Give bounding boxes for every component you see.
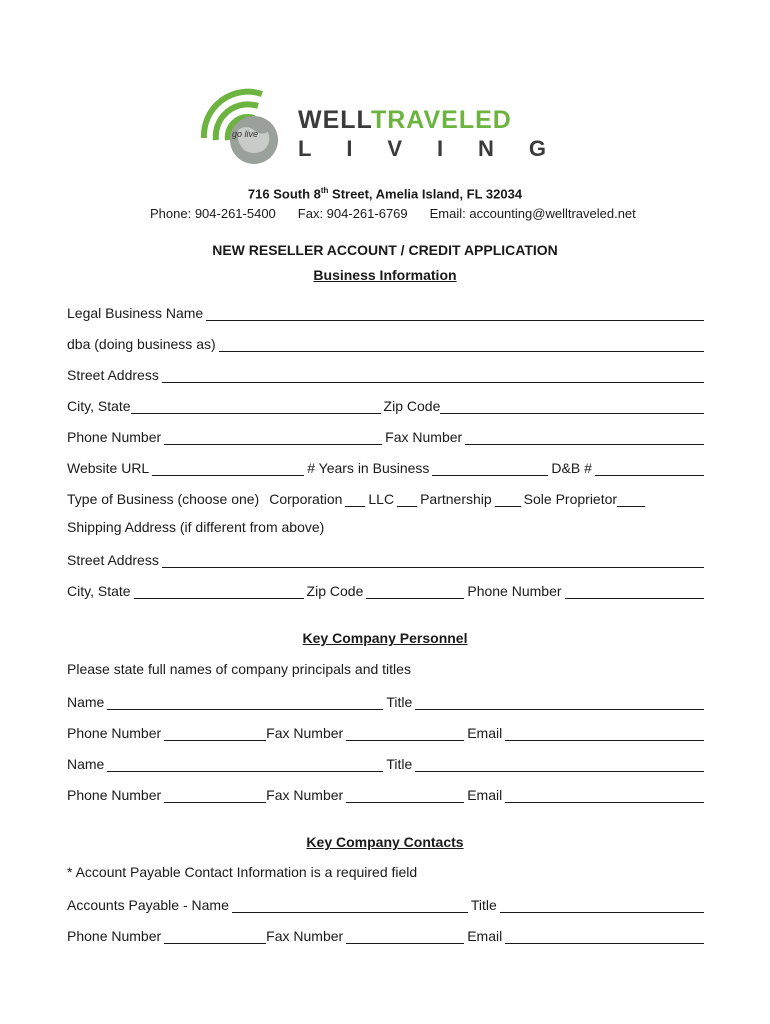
dnb-number-field[interactable] [595,461,704,476]
field-label: Corporation [269,491,343,507]
field-label: Phone Number [467,583,562,599]
brand-name [298,108,512,133]
brand-letter: I [436,136,444,161]
legal-business-name-field[interactable] [206,306,704,321]
accounts-payable-fax-field[interactable] [346,929,464,944]
company-contact [150,206,636,221]
field-label: dba (doing business as) [67,336,216,352]
principal-2-phone-field[interactable] [164,788,266,803]
field-label: Type of Business (choose one) [67,491,260,507]
address-part: 716 South 8 [247,186,321,202]
field-label: Partnership [420,491,492,507]
globe-wifi-icon [198,86,298,168]
field-label: Fax Number [266,787,344,803]
principal-2-title-field[interactable] [415,757,704,772]
field-label: Title [470,897,497,913]
field-label: City, State [67,398,131,414]
website-url-field[interactable] [152,461,304,476]
company-address [0,186,770,201]
principal-1-title-field[interactable] [415,695,704,710]
brand-word-well: WELL [298,106,371,134]
field-label: D&B # [551,460,592,476]
brand-letter: I [346,136,353,161]
principal-1-phone-field[interactable] [164,726,266,741]
shipping-city-state-field[interactable] [134,584,304,599]
legal-business-name-row [67,303,707,321]
section-key-company-personnel: Key Company Personnel [302,630,468,646]
accounts-payable-name-field[interactable] [232,898,468,913]
field-label: Phone Number [67,429,162,445]
years-in-business-field[interactable] [432,461,548,476]
brand-letter: V [387,136,403,161]
field-label: City, State [67,583,131,599]
brand-letter: N [478,136,494,161]
llc-checkbox-line[interactable] [397,492,417,507]
company-fax: Fax: 904-261-6769 [297,206,408,221]
address-part: Street, Amelia Island, FL 32034 [328,186,523,202]
company-logo [198,86,550,168]
principal-2-phone-row [67,785,707,803]
company-phone: Phone: 904-261-5400 [150,206,276,221]
field-label: Email [467,725,503,741]
section-key-company-contacts: Key Company Contacts [306,834,464,850]
principal-2-fax-field[interactable] [346,788,464,803]
dba-field[interactable] [219,337,704,352]
accounts-payable-title-field[interactable] [500,898,704,913]
principal-1-name-row [67,692,707,710]
city-state-field[interactable] [131,399,381,414]
zip-code-field[interactable] [440,399,704,414]
field-label: Name [67,756,105,772]
shipping-street-address-field[interactable] [162,553,704,568]
principal-2-email-field[interactable] [505,788,704,803]
street-address-row [67,365,707,383]
field-label: Title [386,694,413,710]
field-label: Title [386,756,413,772]
form-title: NEW RESELLER ACCOUNT / CREDIT APPLICATION [212,242,558,258]
type-of-business-row [67,489,707,507]
shipping-city-zip-phone-row [67,581,707,599]
field-label: Phone Number [67,725,162,741]
accounts-payable-phone-row [67,926,707,944]
field-label: Street Address [67,367,159,383]
phone-fax-row [67,427,707,445]
section-business-information: Business Information [313,267,457,283]
field-label: Fax Number [266,725,344,741]
field-label: # Years in Business [307,460,430,476]
principal-1-phone-row [67,723,707,741]
principal-1-fax-field[interactable] [346,726,464,741]
phone-number-field[interactable] [164,430,382,445]
field-label: Email [467,787,503,803]
principal-2-name-row [67,754,707,772]
field-label: Fax Number [266,928,344,944]
shipping-address-heading: Shipping Address (if different from above) [67,519,325,535]
field-label: Accounts Payable - Name [67,897,229,913]
brand-letter: L [298,136,312,161]
fax-number-field[interactable] [465,430,704,445]
sole-proprietor-checkbox-line[interactable] [617,492,645,507]
shipping-zip-code-field[interactable] [366,584,464,599]
principal-1-name-field[interactable] [107,695,383,710]
partnership-checkbox-line[interactable] [495,492,521,507]
field-label: Phone Number [67,787,162,803]
field-label: Name [67,694,105,710]
accounts-payable-note: * Account Payable Contact Information is a required field [67,864,418,880]
field-label: Street Address [67,552,159,568]
city-state-zip-row [67,396,707,414]
company-email: Email: accounting@welltraveled.net [429,206,636,221]
principals-instruction: Please state full names of company principals and titles [67,661,411,677]
field-label: Website URL [67,460,150,476]
shipping-street-address-row [67,550,707,568]
accounts-payable-phone-field[interactable] [164,929,266,944]
field-label: Sole Proprietor [523,491,618,507]
globe-tagline: go live [232,129,259,139]
field-label: LLC [368,491,395,507]
field-label: Email [467,928,503,944]
accounts-payable-name-row [67,895,707,913]
field-label: Legal Business Name [67,305,204,321]
field-label: Fax Number [385,429,463,445]
street-address-field[interactable] [162,368,704,383]
principal-2-name-field[interactable] [107,757,383,772]
principal-1-email-field[interactable] [505,726,704,741]
website-years-dnb-row [67,458,707,476]
accounts-payable-email-field[interactable] [505,929,704,944]
shipping-phone-field[interactable] [565,584,704,599]
dba-row [67,334,707,352]
field-label: Phone Number [67,928,162,944]
brand-word-traveled: TRAVELED [370,106,512,134]
brand-word-living [298,138,546,160]
brand-letter: G [528,136,546,161]
field-label: Zip Code [306,583,364,599]
corporation-checkbox-line[interactable] [345,492,365,507]
field-label: Zip Code [383,398,441,414]
address-sup: th [320,186,329,195]
